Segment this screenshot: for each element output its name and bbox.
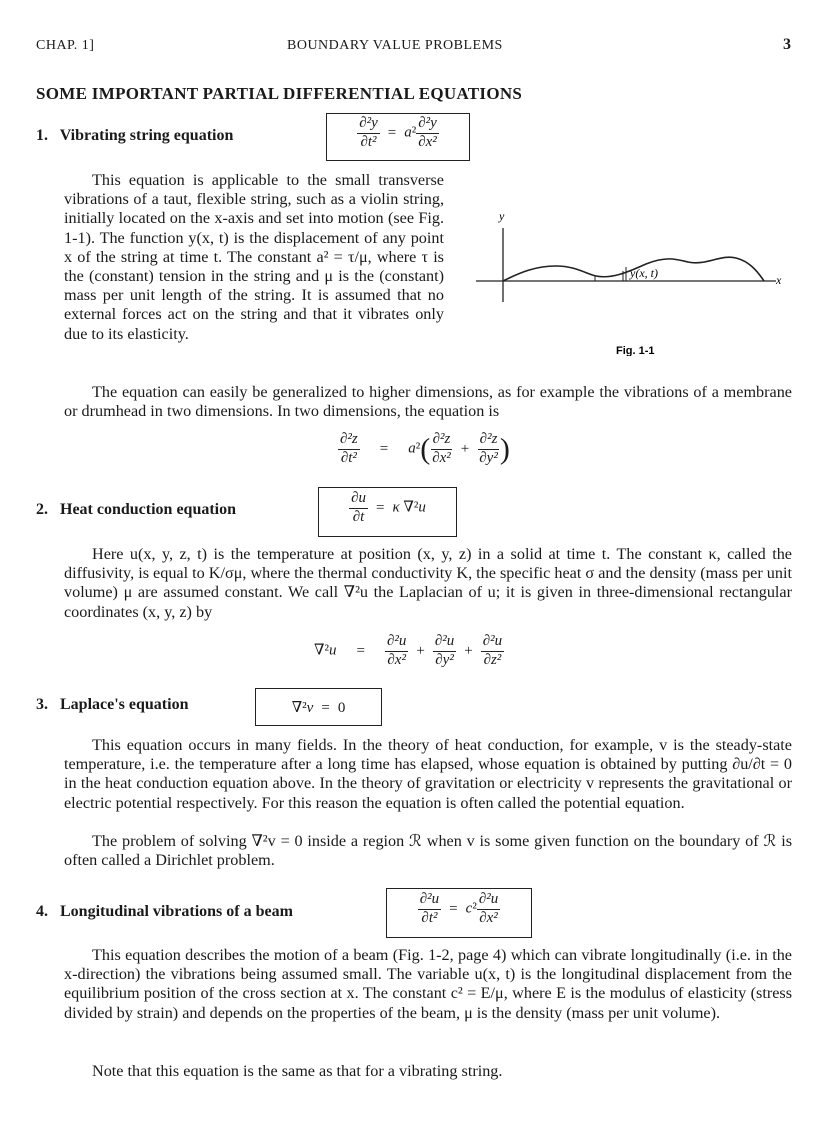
eq3-title: Laplace's equation [60, 696, 189, 713]
eq1-formula: $\frac{\text{∂²y}}{\text{∂t²}}$ = a² $\frac{\text{∂²y}}{\text{∂x²}}$ [359, 115, 437, 150]
eq4-heading [36, 903, 293, 921]
eq4-formula: $\frac{\text{∂²u}}{\text{∂t²}}$ = c² $\frac{\text{∂²u}}{\text{∂x²}}$ [419, 891, 499, 926]
eq4-formula-box [386, 888, 532, 938]
eq3-formula-box [255, 688, 382, 726]
eq1-paragraph-1: This equation is applicable to the small transverse vibrations of a taut, flexible string, such as a violin string, initially located on the x-axis and set into motion (see Fig. 1-1). The function y(x, t) is the displacement of any point x of the string at time t. The constant a² = τ/μ, where τ is the (constant) tension in the string and μ is the (constant) mass per unit length of the string. It is assumed that no external forces act on the string and that it vibrates only due to its elasticity. [64, 171, 444, 343]
fig-y-label: y [499, 209, 505, 223]
chapter-label: CHAP. 1] [36, 38, 95, 53]
eq4-number: 4. [36, 903, 48, 920]
eq2-title: Heat conduction equation [60, 501, 237, 518]
fig-x-label: x [776, 273, 782, 287]
fig-1-1-plot [476, 206, 796, 356]
eq3-paragraph-1: This equation occurs in many fields. In the theory of heat conduction, for example, v is the steady-state temperature, i.e. the temperature after a long time has elapsed, whose equation is obtained by putting ∂u/∂t = 0 in the heat conduction equation above. In the theory of gravitation or electricity v represents the gravitational or electric potential respectively. For this reason the equation is often called the potential equation. [64, 736, 792, 812]
eq3-formula: ∇²v = 0 [291, 700, 346, 717]
fig-caption: Fig. 1-1 [616, 345, 655, 356]
eq1-paragraph-2: The equation can easily be generalized to higher dimensions, as for example the vibrations of a membrane or drumhead in two dimensions. In two dimensions, the equation is [64, 383, 792, 421]
section-title: SOME IMPORTANT PARTIAL DIFFERENTIAL EQUATIONS [36, 84, 523, 103]
eq4-title: Longitudinal vibrations of a beam [60, 903, 293, 920]
eq4-paragraph-1: This equation describes the motion of a beam (Fig. 1-2, page 4) which can vibrate longitudinally (i.e. in the x-direction) the vibrations being assumed small. The variable u(x, t) is the longitudinal displacement from the equilibrium position of the cross section at x. The constant c² = E/μ, where E is the modulus of elasticity (stress divided by strain) and depends on the properties of the beam, μ is the density (mass per unit volume). [64, 946, 792, 1022]
eq1-formula-box [326, 113, 470, 161]
eq3-heading [36, 696, 188, 714]
eq2-display-equation: ∇²u = $\frac{\text{∂²u}}{\text{∂x²}}$ + $\frac{\text{∂²u}}{\text{∂y²}}$ + $\frac{\text{∂²u}}{\text{∂z²}}$ [314, 633, 503, 668]
eq2-formula-box [318, 487, 457, 537]
eq3-number: 3. [36, 696, 48, 713]
eq2-paragraph-1: Here u(x, y, z, t) is the temperature at position (x, y, z) in a solid at time t. The constant κ, called the diffusivity, is equal to K/σμ, where the thermal conductivity K, the specific heat σ and the density (mass per unit volume) μ are assumed constant. We call ∇²u the Laplacian of u; it is given in three-dimensional rectangular coordinates (x, y, z) by [64, 545, 792, 621]
eq2-formula: $\frac{\partial u}{\partial t}$ = κ ∇²u [351, 490, 426, 525]
fig-curve-label: y(x, t) [630, 266, 658, 280]
eq3-paragraph-2: The problem of solving ∇²v = 0 inside a region ℛ when v is some given function on the boundary of ℛ is often called a Dirichlet problem. [64, 832, 792, 870]
eq1-title: Vibrating string equation [59, 127, 234, 144]
eq4-paragraph-2: Note that this equation is the same as that for a vibrating string. [92, 1062, 503, 1080]
eq2-heading [36, 501, 236, 519]
eq1-number: 1. [36, 127, 48, 144]
eq2-number: 2. [36, 501, 48, 518]
page-number: 3 [783, 36, 792, 53]
eq1-heading [36, 127, 233, 145]
eq1-display-equation: $\frac{\text{∂²z}}{\text{∂t²}}$ = a²( $\frac{\text{∂²z}}{\text{∂x²}}$ + $\frac{\text{∂²z}}{\text{∂y²}}$ ) [340, 431, 510, 466]
running-title: BOUNDARY VALUE PROBLEMS [287, 38, 503, 53]
